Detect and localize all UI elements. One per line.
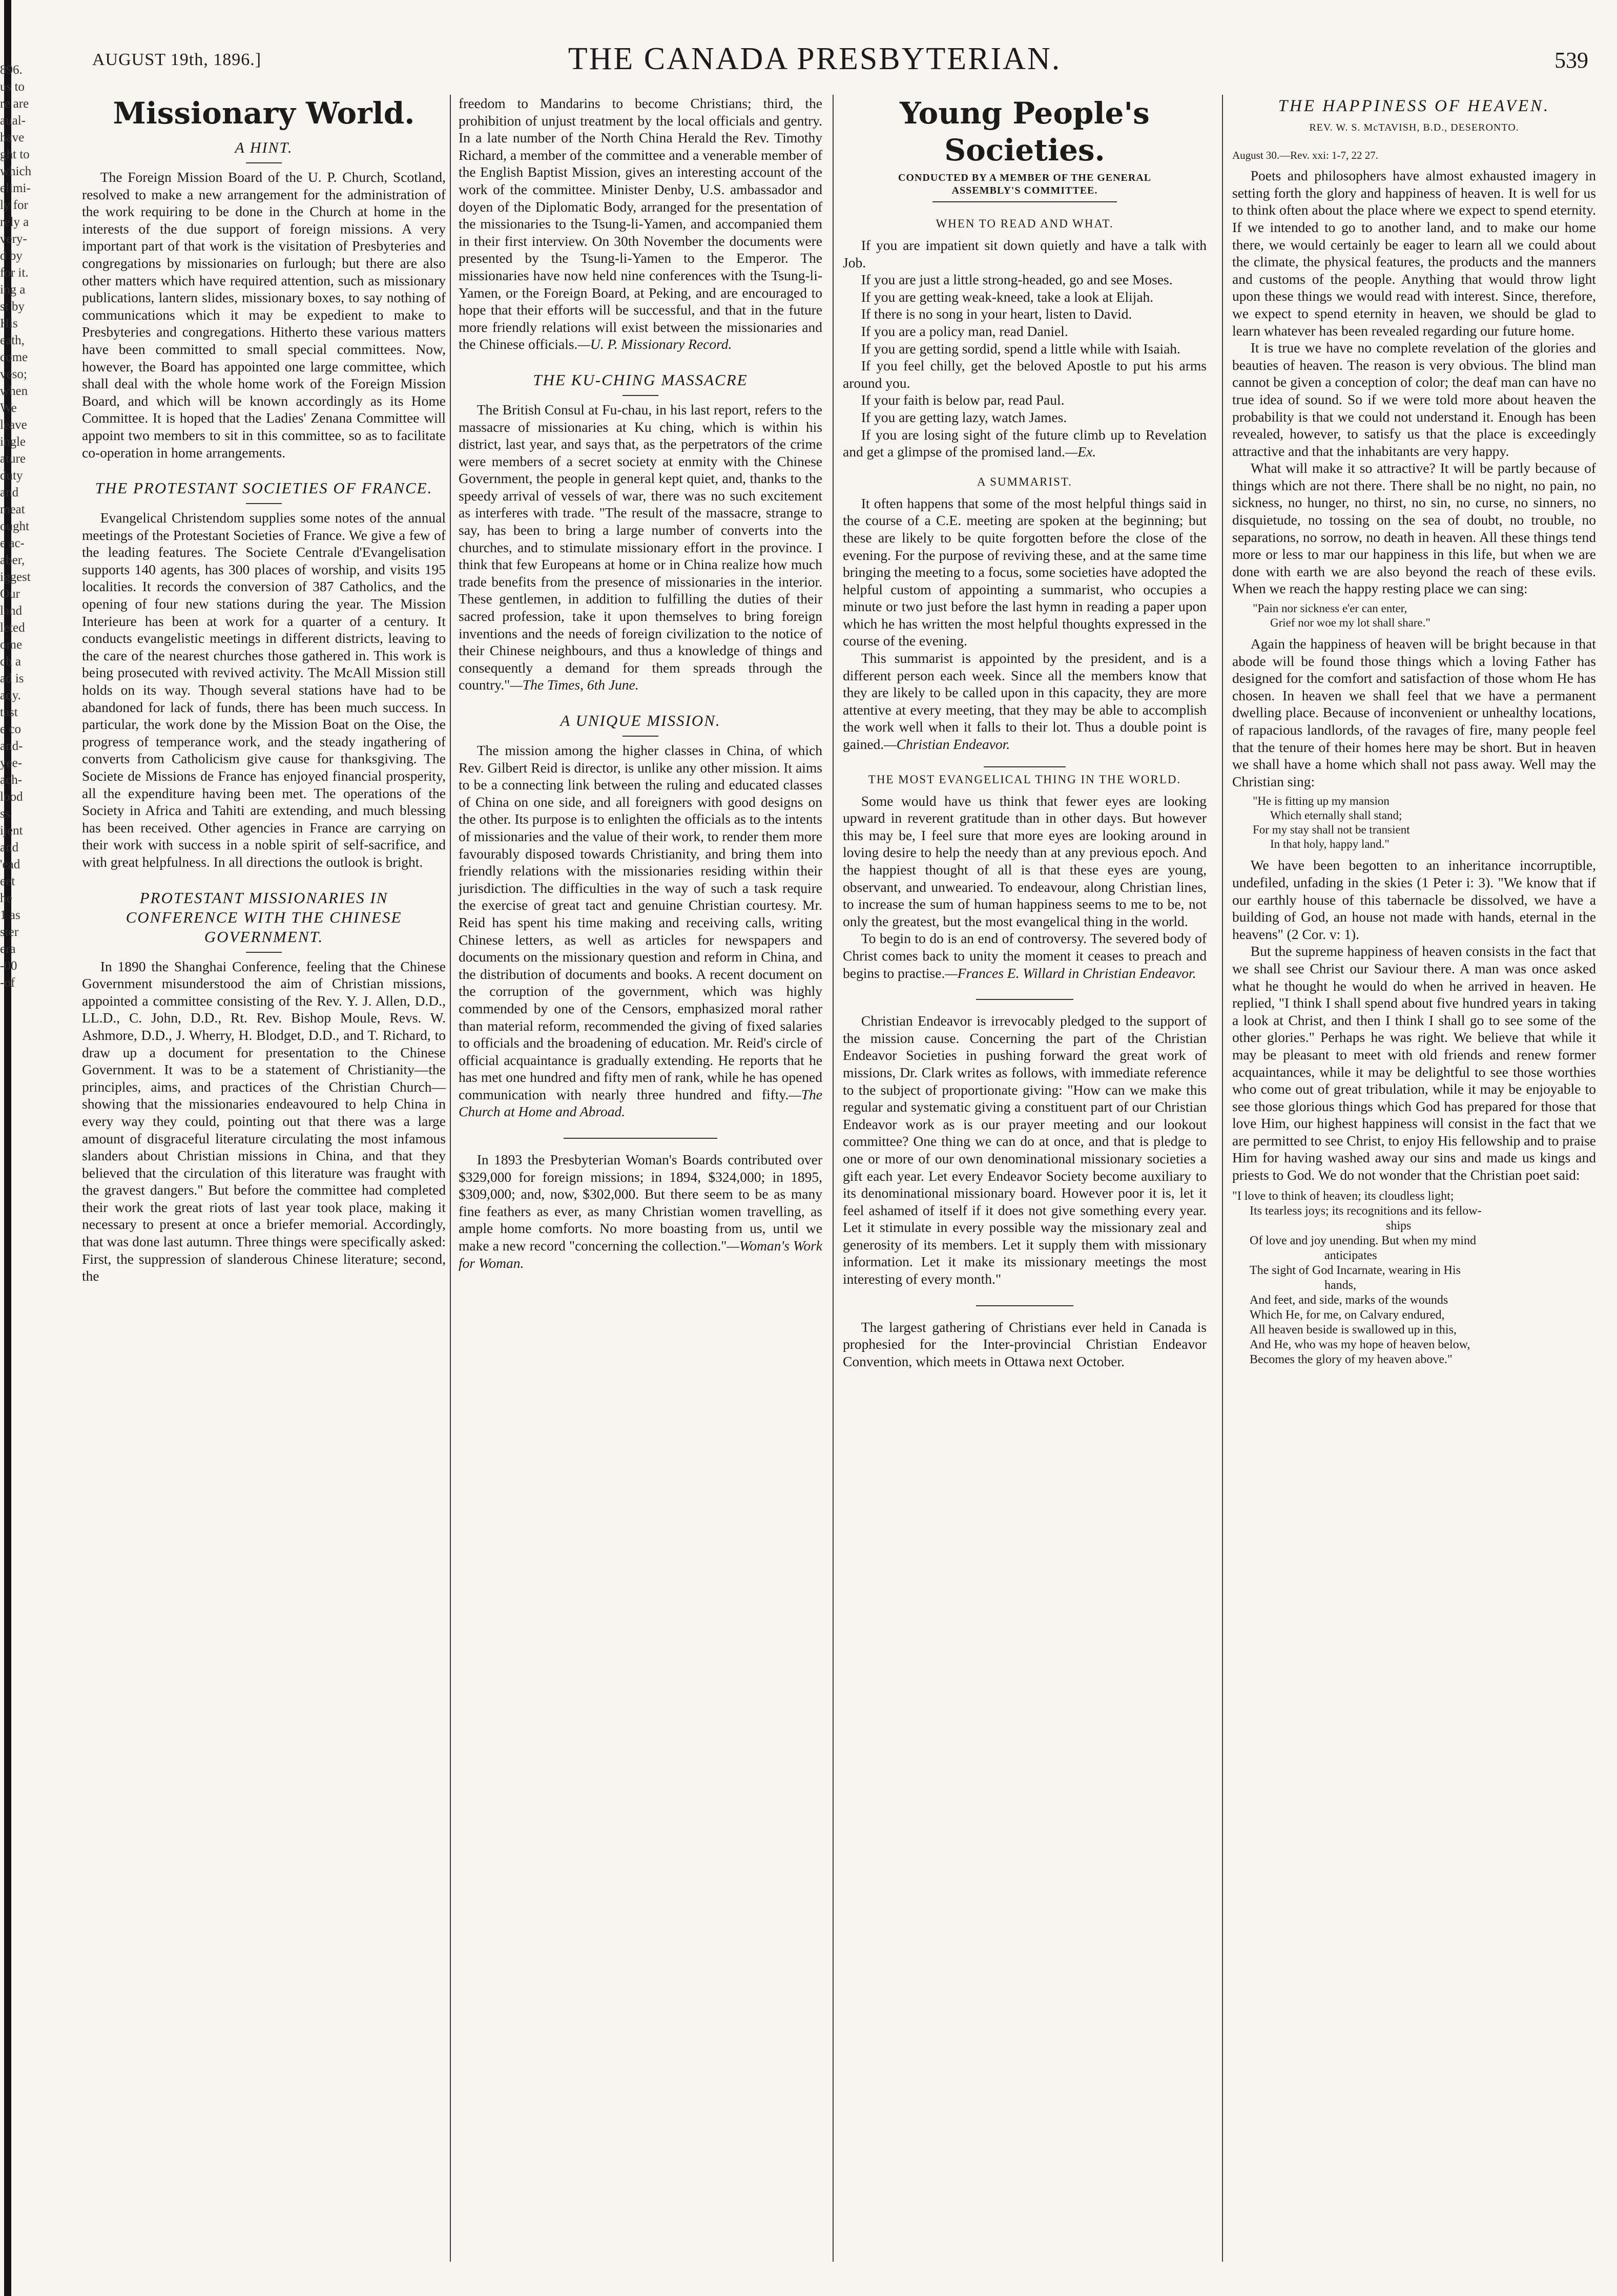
edge-fragment: 1 as bbox=[0, 908, 20, 922]
scripture-reference: August 30.—Rev. xxi: 1-7, 22 27. bbox=[1232, 149, 1379, 161]
edge-fragment: tast bbox=[0, 705, 18, 719]
column-rule bbox=[1222, 95, 1223, 2262]
article-paragraph bbox=[459, 95, 822, 353]
edge-fragment: ad is bbox=[0, 672, 24, 685]
article-heading: A HINT. bbox=[235, 139, 293, 156]
article-heading: THE PROTESTANT SOCIETIES OF FRANCE. bbox=[95, 479, 433, 497]
article-paragraph bbox=[459, 742, 822, 1120]
edge-fragment: when bbox=[0, 384, 28, 398]
divider bbox=[623, 395, 658, 396]
article-heading: THE MOST EVANGELICAL THING IN THE WORLD. bbox=[868, 773, 1181, 786]
article-paragraph bbox=[459, 401, 822, 694]
edge-fragment: rely a bbox=[0, 215, 29, 229]
edge-fragment: ing a bbox=[0, 283, 26, 297]
paragraph-text: In 1893 the Presbyterian Woman's Boards contributed over $329,000 for foreign missions; in 1894, $324,000; in 1895, $309,000; and, now, $302,000. But there seem to be as many fine feathers as ever, as many Christian women travelling, as ample home comforts. No more boasting from us, until we make a new record "concerning the collection." bbox=[459, 1152, 822, 1254]
list-item: If there is no song in your heart, listen to David. bbox=[861, 306, 1132, 322]
edge-fragment: leted bbox=[0, 621, 25, 635]
source-credit: —Frances E. Willard in Christian Endeavor. bbox=[945, 965, 1196, 981]
article-paragraph: It often happens that some of the most helpful things said in the course of a C.E. meeting are spoken at the beginning; but these are likely to be quite forgotten before the close of the evening. For the purpose of reviving these, and at the same time bringing the meeting to a focus, some societies have adopted the helpful custom of appointing a summarist, who occupies a minute or two just before the last hymn in reading a paper upon which he has written the most helpful thoughts expressed in the course of the evening. bbox=[843, 495, 1207, 649]
verse-line: Which eternally shall stand; bbox=[1270, 809, 1402, 822]
continued-text: freedom to Mandarins to become Christians; third, the prohibition of unjust treatment by the local officials and gentry. In a late number of the North China Herald the Rev. Timothy Richard, a member of the committee and a venerable member of the English Baptist Mission, gives an interesting account of the work of the committee. Minister Denby, U.S. ambassador and doyen of the Diplomatic Body, arranged for the presentation of the missionaries to the Tsung-li-Yamen, and accompanied them in their first interview. On 30th November the documents were presented by the Tsung-li-Yamen to the Emperor. The missionaries have now held nine conferences with the Tsung-li-Yamen, or the Foreign Board, at Peking, and are encouraged to hope that their efforts will be successful, and that in the future more friendly relations will exist between the missionaries and the Chinese officials. bbox=[459, 95, 822, 352]
edge-fragment: very- bbox=[0, 232, 27, 246]
article-paragraph: The largest gathering of Christians ever held in Canada is prophesied for the Inter-provincial Christian Endeavor Convention, which meets in Ottawa next October. bbox=[843, 1319, 1207, 1369]
divider bbox=[564, 1138, 717, 1139]
edge-fragment: Our bbox=[0, 587, 20, 601]
poem-line: Of love and joy unending. But when my mind bbox=[1250, 1234, 1476, 1247]
edge-fragment: for it. bbox=[0, 266, 29, 280]
divider bbox=[976, 1305, 1073, 1306]
verse-line: Grief nor woe my lot shall share." bbox=[1270, 616, 1431, 630]
article-heading: THE HAPPINESS OF HEAVEN. bbox=[1278, 97, 1550, 115]
edge-fragment: us to bbox=[0, 80, 25, 94]
column-1 bbox=[82, 95, 446, 2282]
edge-fragment: ingle bbox=[0, 435, 26, 449]
edge-fragment: come bbox=[0, 350, 28, 364]
edge-fragment: duty bbox=[0, 469, 23, 483]
edge-fragment: His bbox=[0, 317, 18, 330]
department-title: Missionary World. bbox=[113, 96, 415, 131]
column-4 bbox=[1232, 95, 1596, 2282]
edge-fragment: ome bbox=[0, 638, 23, 652]
list-item: If you are impatient sit down quietly and have a talk with Job. bbox=[843, 237, 1207, 270]
paragraph-text: If you are losing sight of the future climb up to Revelation and get a glimpse of the promised land. bbox=[843, 426, 1207, 460]
edge-fragment: ster bbox=[0, 925, 19, 939]
edge-fragment: veso; bbox=[0, 367, 27, 381]
list-item: If your faith is below par, read Paul. bbox=[861, 392, 1065, 408]
article-paragraph: It is true we have no complete revelation of the glories and beauties of heaven. The reason is very obvious. The blind man cannot be given a conception of color; the deaf man can have no true idea of sound. So if we were told more about heaven the probability is that we could not understand it. Enough has been revealed, however, to satisfy us that the place is exceedingly attractive and that the inhabitants are very happy. bbox=[1232, 340, 1596, 459]
edge-fragment: eet bbox=[0, 874, 15, 888]
article-paragraph: Christian Endeavor is irrevocably pledged to the support of the mission cause. Concerning the part of the Christian Endeavor Societies in pushing forward the great work of missions, Dr. Clark writes as follows, with immediate reference to the subject of proportionate giving: "How can we make this regular and systematic giving a constituent part of our Christian Endeavor work as is our prayer meeting and our lookout committee? One thing we can do at once, and that is pledge to one or more of our own denominational missionary societies a gift each year. Let every Endeavor Society become auxiliary to its denominational missionary board. However poor it is, let it feel ashamed of itself if it does not give something every year. Let it stimulate in every possible way the missionary zeal and generosity of its members. Let it supply them with missionary information. Let it make its missionary meetings the most interesting of every month." bbox=[843, 1013, 1207, 1287]
byline: REV. W. S. McTAVISH, B.D., DESERONTO. bbox=[1309, 122, 1519, 133]
verse-line: "Pain nor sickness e'er can enter, bbox=[1253, 602, 1407, 615]
poem-line: Becomes the glory of my heaven above." bbox=[1250, 1352, 1453, 1366]
poem-line: And He, who was my hope of heaven below, bbox=[1250, 1338, 1470, 1351]
divider bbox=[984, 766, 1066, 767]
edge-fragment: e ac- bbox=[0, 536, 25, 550]
edge-fragment: ady. bbox=[0, 688, 21, 702]
edge-fragment: elimi- bbox=[0, 181, 31, 195]
edge-fragment: 'ead bbox=[0, 858, 20, 871]
article-paragraph: Evangelical Christendom supplies some notes of the annual meetings of the Protestant Societies of France. We give a few of the leading features. The Societe Centrale d'Evangelisation supports 140 agents, has 300 places of worship, and visits 195 localities. It records the conversion of 387 Catholics, and the opening of four new stations during the year. The Mission Interieure has been at work for a quarter of a century. It conducts evangelistic meetings in different districts, leaving to the care of the nearest churches those gathered in. This work is being prosecuted with revived activity. The McAll Mission still holds on its way. Though several stations have had to be abandoned for lack of funds, there has been much success. In particular, the work done by the Mission Boat on the Oise, the progress of temperance work, and the steady ingathering of converts from Catholicism give cause for thanksgiving. The Societe de Missions de France has enjoyed financial prosperity, all the expenditure having been met. The operations of the Society in Africa and Tahiti are extending, and much blessing has been received. Other agencies in France are carrying on their work with success in a noble spirit of self-sacrifice, and with great helpfulness. In all directions the outlook is bright. bbox=[82, 510, 446, 870]
paragraph-text: To begin to do is an end of controversy. The severed body of Christ comes back to unity the moment it ceases to preach and begins to practise. bbox=[843, 930, 1207, 981]
issue-date: AUGUST 19th, 1896.] bbox=[92, 50, 262, 69]
edge-fragment: lood bbox=[0, 790, 23, 804]
article-paragraph: What will make it so attractive? It will be partly because of things which are not there. There shall be no night, no pain, no sickness, no hunger, no thirst, no sin, no curse, no sinners, no disquietude, no tossing on the sea of doubt, no trouble, no separations, no sorrow, no death in heaven. All these things tend more or less to mar our happiness in this life, but when we are done with earth we are also beyond the reach of these evils. When we reach the happy resting place we can sing: bbox=[1232, 460, 1596, 597]
poem-line: And feet, and side, marks of the wounds bbox=[1250, 1293, 1448, 1307]
edge-fragment: -of bbox=[0, 976, 15, 990]
article-heading: A UNIQUE MISSION. bbox=[560, 712, 721, 729]
poem-line: ships bbox=[1386, 1219, 1412, 1233]
divider bbox=[932, 201, 1117, 202]
poem-line: All heaven beside is swallowed up in this, bbox=[1250, 1323, 1457, 1337]
poem-line: Which He, for me, on Calvary endured, bbox=[1250, 1308, 1445, 1322]
article-heading: A SUMMARIST. bbox=[977, 475, 1072, 488]
edge-fragment: iggest bbox=[0, 570, 31, 584]
edge-fragment: ature bbox=[0, 452, 26, 466]
list-item: If you are just a little strong-headed, go and see Moses. bbox=[861, 272, 1173, 288]
edge-fragment: which bbox=[0, 164, 32, 178]
facing-page-fragments bbox=[0, 61, 32, 2213]
article-heading: PROTESTANT MISSIONARIES IN CONFERENCE WITH THE CHINESE GOVERNMENT. bbox=[126, 888, 402, 946]
edge-fragment: We bbox=[0, 401, 17, 415]
divider bbox=[623, 736, 658, 737]
edge-fragment: meat bbox=[0, 503, 25, 516]
article-paragraph: Some would have us think that fewer eyes are looking upward in reverent gratitude than in other days. But however this may be, I feel sure that more eyes are looking around in loving desire to help the needy than at any previous epoch. And the happiest thought of all is that these eyes are young, observant, and unwearied. To endeavour, along Christian lines, to increase the sum of human happiness seems to me to be, not only the greatest, but the most evangelical thing in the world. bbox=[843, 792, 1207, 929]
column-3 bbox=[843, 95, 1207, 2282]
edge-fragment: ought bbox=[0, 519, 29, 533]
edge-fragment: ijent bbox=[0, 824, 23, 838]
hymn-quote bbox=[1253, 601, 1596, 630]
edge-fragment: ght to bbox=[0, 148, 30, 161]
article-paragraph: Poets and philosophers have almost exhausted imagery in setting forth the glory and happiness of heaven. It is well for us to think often about the place where we expect to spend eternity. If we intended to go to another land, and to make our home there, we would certainly be eager to learn all we could about the climate, the physical features, the products and the manners and customs of the people. Anything that would throw light upon these things we would read with interest. Since, therefore, we expect to spend eternity in heaven, we should be glad to learn whatever has been revealed regarding our future home. bbox=[1232, 168, 1596, 339]
list-item: If you are getting lazy, watch James. bbox=[861, 409, 1067, 425]
department-title: Young People's Societies. bbox=[900, 96, 1150, 168]
source-credit: —The Church at Home and Abroad. bbox=[459, 1086, 822, 1120]
edge-fragment: re are bbox=[0, 97, 29, 111]
edge-fragment: have bbox=[0, 131, 25, 144]
edge-fragment: and- bbox=[0, 739, 23, 753]
column-rule bbox=[450, 95, 451, 2262]
divider bbox=[976, 999, 1073, 1000]
article-paragraph: In 1890 the Shanghai Conference, feeling that the Chinese Government misunderstood the aim of Christian missions, appointed a committee consisting of the Rev. Y. J. Allen, D.D., LL.D., C. John, D.D., Rt. Rev. Bishop Moule, Revs. W. Ashmore, D.D., J. Wherry, H. Blodget, D.D., and T. Richard, to draw up a document for presentation to the Chinese Government. It was to be a statement of Christianity—the principles, aims, and practices of the Christian Church—showing that the missionaries endeavoured to help China in every way they could, pointing out that there was a large amount of disgraceful literature circulating the most infamous slanders about Christian missions in China, and that they believed that the circulation of this literature was fraught with the gravest dangers." But before the committee had completed their work the great riots of last year took place, making it necessary to present at once a briefer memorial. Accordingly, that was done last autumn. Three things were specifically asked: First, the suppression of slanderous Chinese literature; second, the bbox=[82, 958, 446, 1284]
edge-fragment: ch a bbox=[0, 655, 21, 669]
edge-fragment: and bbox=[0, 486, 19, 499]
edge-fragment: and bbox=[0, 841, 19, 854]
article-heading: WHEN TO READ AND WHAT. bbox=[936, 217, 1114, 230]
edge-fragment: 896. bbox=[0, 63, 23, 77]
edge-fragment: eath, bbox=[0, 333, 25, 347]
poem-line: The sight of God Incarnate, wearing in His bbox=[1250, 1263, 1461, 1277]
divider bbox=[246, 952, 282, 953]
poem-line: anticipates bbox=[1324, 1248, 1377, 1262]
column-2 bbox=[459, 95, 822, 2282]
poem-line: "I love to think of heaven; its cloudless light; bbox=[1232, 1189, 1454, 1203]
article-paragraph bbox=[843, 930, 1207, 982]
poem-line: Its tearless joys; its recognitions and its fellow- bbox=[1250, 1204, 1482, 1218]
list-item: If you feel chilly, get the beloved Apostle to put his arms around you. bbox=[843, 358, 1207, 391]
edge-fragment: d by bbox=[0, 249, 23, 263]
paragraph-text: The British Consul at Fu-chau, in his last report, refers to the massacre of missionaries at Ku ching, which is within his district, last year, and says that, as the perpetrators of the crime were members of a secret society at enmity with the Chinese Government, the people in general kept quiet, and, thanks to the speedy arrival of vessels of war, there was no such excitement as interferes with trade. "The result of the massacre, strange to say, has been to bring a large number of converts into the churches, and to stimulate missionary effort in the province. I think that few Europeans at home or in China realize how much trade benefits from the presence of missionaries in the interior. These gentlemen, in addition to fulfilling the duties of their sacred profession, take it upon themselves to bring foreign inventions and the needs of foreign civilization to the notice of their Chinese neighbours, and thus a knowledge of things and consequently a demand for them spreads through the country." bbox=[459, 401, 822, 693]
edge-fragment: he bbox=[0, 891, 12, 905]
edge-fragment: ss bbox=[0, 807, 10, 821]
newspaper-title: THE CANADA PRESBYTERIAN. bbox=[568, 41, 1062, 76]
edge-fragment: leave bbox=[0, 418, 27, 432]
article-paragraph: We have been begotten to an inheritance incorruptible, undefiled, unfading in the skies (1 Peter i: 3). "We know that if our earthly house of this tabernacle be dissolved, we have a building of God, an house not made with hands, eternal in the heavens" (2 Cor. v: 1). bbox=[1232, 857, 1596, 942]
article-paragraph: The Foreign Mission Board of the U. P. Church, Scotland, resolved to make a new arrangement for the administration of the work requiring to be done in the Church at home in the interests of the due support of foreign missions. A very important part of that work is the visitation of Presbyteries and congregations by missionaries on furlough; but there are also other matters which have required attention, such as missionary publications, lantern slides, missionary boxes, to say nothing of communications which it may be expedient to make to Presbyteries and congregations. Hitherto these various matters have been committed to small special committees. Now, however, the Board has appointed one large committee, which shall deal with the whole home work of the Foreign Mission Board, and which will be known accordingly as its Home Committee. It is hoped that the Ladies' Zenana Committee will appoint two members to sit in this committee, so as to facilitate co-operation in home arrangements. bbox=[82, 169, 446, 461]
edge-fragment: -00 bbox=[0, 959, 17, 973]
edge-fragment: aber, bbox=[0, 553, 25, 567]
verse-line: "He is fitting up my mansion bbox=[1253, 795, 1390, 808]
source-credit: —Christian Endeavor. bbox=[884, 736, 1010, 753]
paragraph-text: The mission among the higher classes in China, of which Rev. Gilbert Reid is director, is unlike any other mission. It aims to be a connecting link between the ruling and educated classes of China on one side, and all foreigners with good designs on the other. Its purpose is to enlighten the officials as to the intents of missionaries and the value of their work, to render them more favourably disposed towards Christianity, and bring them into friendly relations with the missionaries residing within their jurisdiction. The difficulties in the way of such a task require the exercise of great tact and genuine Christian courtesy. Mr. Reid has spent his time making and receiving calls, writing Chinese letters, as well as articles for newspapers and documents on the missionary question and reform in China, and the distribution of documents and books. A recent document on the corruption of the government, which was highly commended by one of the Censors, emphasized moral rather than material reform, recommended the giving of fixed salaries to officials and the broadening of education. Mr. Reid's circle of official acquaintance is gradually extending. He reports that he has met one hundred and fifty men of rank, while he has opened communication with nearly three hundred and fifty. bbox=[459, 742, 822, 1102]
poem-line: hands, bbox=[1324, 1278, 1356, 1292]
poem-quote bbox=[1232, 1189, 1596, 1367]
list-item: If you are getting sordid, spend a little while with Isaiah. bbox=[861, 340, 1180, 357]
list-item: If you are getting weak-kneed, take a look at Elijah. bbox=[861, 288, 1154, 305]
department-subtitle: CONDUCTED BY A MEMBER OF THE GENERAL ASSEMBLY'S COMMITTEE. bbox=[898, 172, 1152, 196]
edge-fragment: yee- bbox=[0, 756, 23, 770]
edge-fragment: e co bbox=[0, 722, 21, 736]
edge-fragment: ly for bbox=[0, 198, 28, 212]
source-credit: —Ex. bbox=[1065, 444, 1096, 460]
edge-fragment: land bbox=[0, 604, 23, 618]
verse-line: In that holy, happy land." bbox=[1270, 838, 1390, 851]
verse-line: For my stay shall not be transient bbox=[1253, 823, 1410, 837]
article-paragraph: But the supreme happiness of heaven consists in the fact that we shall see Christ our Saviour there. A man was once asked what he thought he would do when he arrived in heaven. He replied, "I think I shall spend about five hundred years in taking a look at Christ, and then I think I shall go to see some of the other glories." Perhaps he was right. We believe that while it may be pleasant to meet with old friends and renew former acquaintances, while it may be delightful to see those worthies who come out of great tribulation, while it may be enjoyable to see those glorious things which God has prepared for those that love Him, our highest happiness will consist in the fact that we are permitted to see Christ, to enjoy His fellowship and to praise Him for having washed away our sins and made us kings and priests to God. We do not wonder that the Christian poet said: bbox=[1232, 943, 1596, 1183]
list-item bbox=[843, 426, 1207, 461]
list-item: If you are a policy man, read Daniel. bbox=[861, 323, 1068, 339]
column-rule bbox=[833, 95, 834, 2262]
source-credit: —U. P. Missionary Record. bbox=[577, 336, 732, 352]
masthead bbox=[31, 41, 1599, 82]
source-credit: —The Times, 6th June. bbox=[510, 677, 639, 693]
edge-fragment: st by bbox=[0, 300, 25, 314]
edge-fragment: ach- bbox=[0, 773, 23, 787]
edge-fragment: aual- bbox=[0, 114, 26, 128]
article-paragraph bbox=[843, 650, 1207, 753]
article-heading: THE KU-CHING MASSACRE bbox=[533, 370, 748, 389]
paragraph-text: This summarist is appointed by the president, and is a different person each week. Since all the members know that they are likely to be called upon in this capacity, they are more attentive at every meeting, that they may be able to accomplish the work well when it falls to their lot. Thus a double point is gained. bbox=[843, 650, 1207, 753]
divider bbox=[246, 162, 282, 163]
hymn-quote bbox=[1253, 794, 1596, 851]
source-credit: —Woman's Work for Woman. bbox=[459, 1238, 822, 1271]
article-paragraph: Again the happiness of heaven will be bright because in that abode will be found those things which a loving Father has designed for the comfort and satisfaction of those whom He has chosen. In heaven we shall feel that we have a permanent dwelling place. Because of inconvenient or unhealthy locations, of rapacious landlords, of the ravages of fire, many people feel that the tenure of their homes here may be short. But in heaven we shall have a home which shall not pass away. Well may the Christian sing: bbox=[1232, 636, 1596, 789]
divider bbox=[246, 503, 282, 504]
article-paragraph bbox=[459, 1151, 822, 1271]
edge-fragment: era bbox=[0, 942, 16, 956]
page-number: 539 bbox=[1554, 48, 1588, 73]
